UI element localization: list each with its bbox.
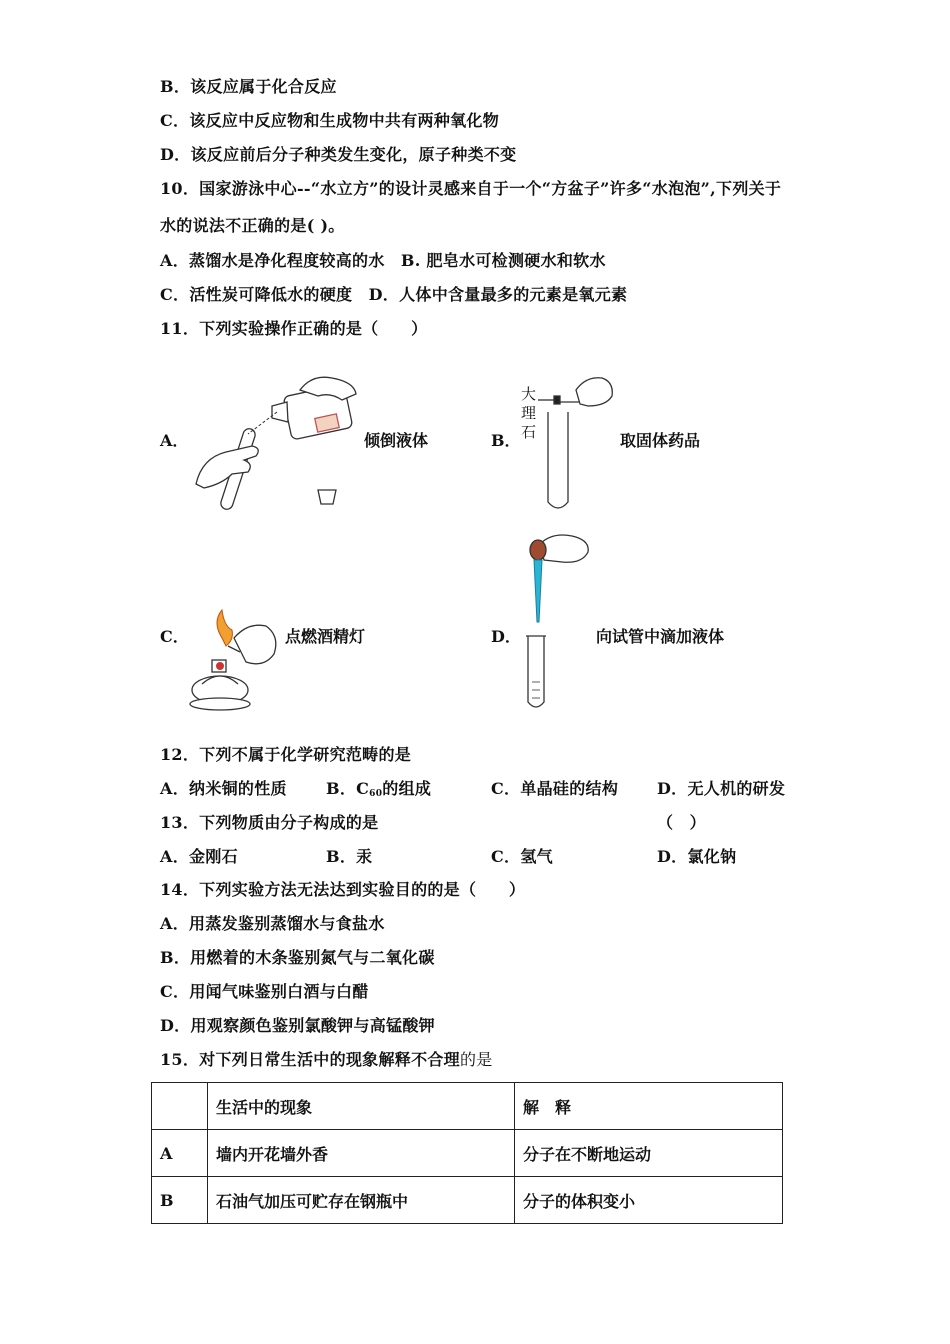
q13-answer-paren: （ ） [657,813,706,832]
row-explanation: 分子的体积变小 [515,1177,783,1224]
q14-option-c: C．用闻气味鉴别白酒与白醋 [160,982,369,1001]
q9-option-c: C．该反应中反应物和生成物中共有两种氧化物 [160,111,500,130]
q13-option-a: A．金刚石 [160,847,238,866]
marble-char-1: 大 [521,385,537,403]
row-explanation: 分子在不断地运动 [515,1130,783,1177]
q15-stem-plain: 的是 [459,1050,493,1069]
marble-label [521,385,536,442]
q12-option-c: C．单晶硅的结构 [491,779,619,798]
row-label: B [152,1177,208,1224]
header-cell-explanation: 解 释 [515,1083,783,1130]
marble-char-2: 理 [521,404,537,422]
q10-stem-line2: 水的说法不正确的是( )。 [160,216,345,235]
q10-options-cd: C．活性炭可降低水的硬度 D．人体中含量最多的元素是氧元素 [160,285,628,304]
dropping-liquid-figure [522,532,594,714]
q9-option-d: D．该反应前后分子种类发生变化，原子种类不变 [160,145,517,164]
q12-option-b-subscript: 60 [369,789,383,799]
q15-stem [160,1050,493,1070]
q15-table [151,1082,783,1224]
table-header-row [152,1083,783,1130]
q12-option-a: A．纳米铜的性质 [160,779,287,798]
q13-stem: 13．下列物质由分子构成的是 [160,813,379,832]
q10-stem-line1: 10．国家游泳中心--“水立方”的设计灵感来自于一个“方盆子”许多“水泡泡”,下列关于 [160,179,782,198]
q14-option-d: D．用观察颜色鉴别氯酸钾与高锰酸钾 [160,1016,435,1035]
q11-option-d-label: D． [491,627,521,646]
q11-option-b-caption: 取固体药品 [620,431,701,450]
q11-option-d-caption: 向试管中滴加液体 [596,627,725,646]
table-row [152,1130,783,1177]
row-label: A [152,1130,208,1177]
q11-option-c-caption: 点燃酒精灯 [285,627,366,646]
q11-option-a-caption: 倾倒液体 [364,431,429,450]
q13-option-c: C．氢气 [491,847,553,866]
q12-option-b [326,779,431,804]
q11-option-b-label: B． [491,431,521,450]
q11-stem: 11．下列实验操作正确的是（ ） [160,319,428,338]
lighting-alcohol-lamp-figure [188,608,283,713]
q11-option-c-label: C． [160,627,189,646]
q13-option-d: D．氯化钠 [657,847,737,866]
q10-options-ab: A．蒸馏水是净化程度较高的水 B. 肥皂水可检测硬水和软水 [160,251,606,270]
q14-option-b: B．用燃着的木条鉴别氮气与二氧化碳 [160,948,435,967]
q11-option-a-label: A． [160,431,189,450]
q14-stem: 14．下列实验方法无法达到实验目的的是（ ） [160,880,526,899]
q9-option-b: B．该反应属于化合反应 [160,77,337,96]
header-cell-blank [152,1083,208,1130]
q15-stem-bold: 15．对下列日常生活中的现象解释不合理 [160,1050,460,1069]
q12-stem: 12．下列不属于化学研究范畴的是 [160,745,412,764]
q13-option-b: B．汞 [326,847,373,866]
q12-option-b-prefix: B．C [326,779,370,798]
q12-option-b-suffix: 的组成 [382,779,432,798]
header-cell-phenomenon: 生活中的现象 [208,1083,515,1130]
pouring-liquid-figure [192,372,367,517]
q12-option-d: D．无人机的研发 [657,779,786,798]
table-row [152,1177,783,1224]
row-phenomenon: 墙内开花墙外香 [208,1130,515,1177]
q14-option-a: A．用蒸发鉴别蒸馏水与食盐水 [160,914,385,933]
marble-char-3: 石 [521,423,537,441]
taking-solid-figure [536,372,616,517]
row-phenomenon: 石油气加压可贮存在钢瓶中 [208,1177,515,1224]
